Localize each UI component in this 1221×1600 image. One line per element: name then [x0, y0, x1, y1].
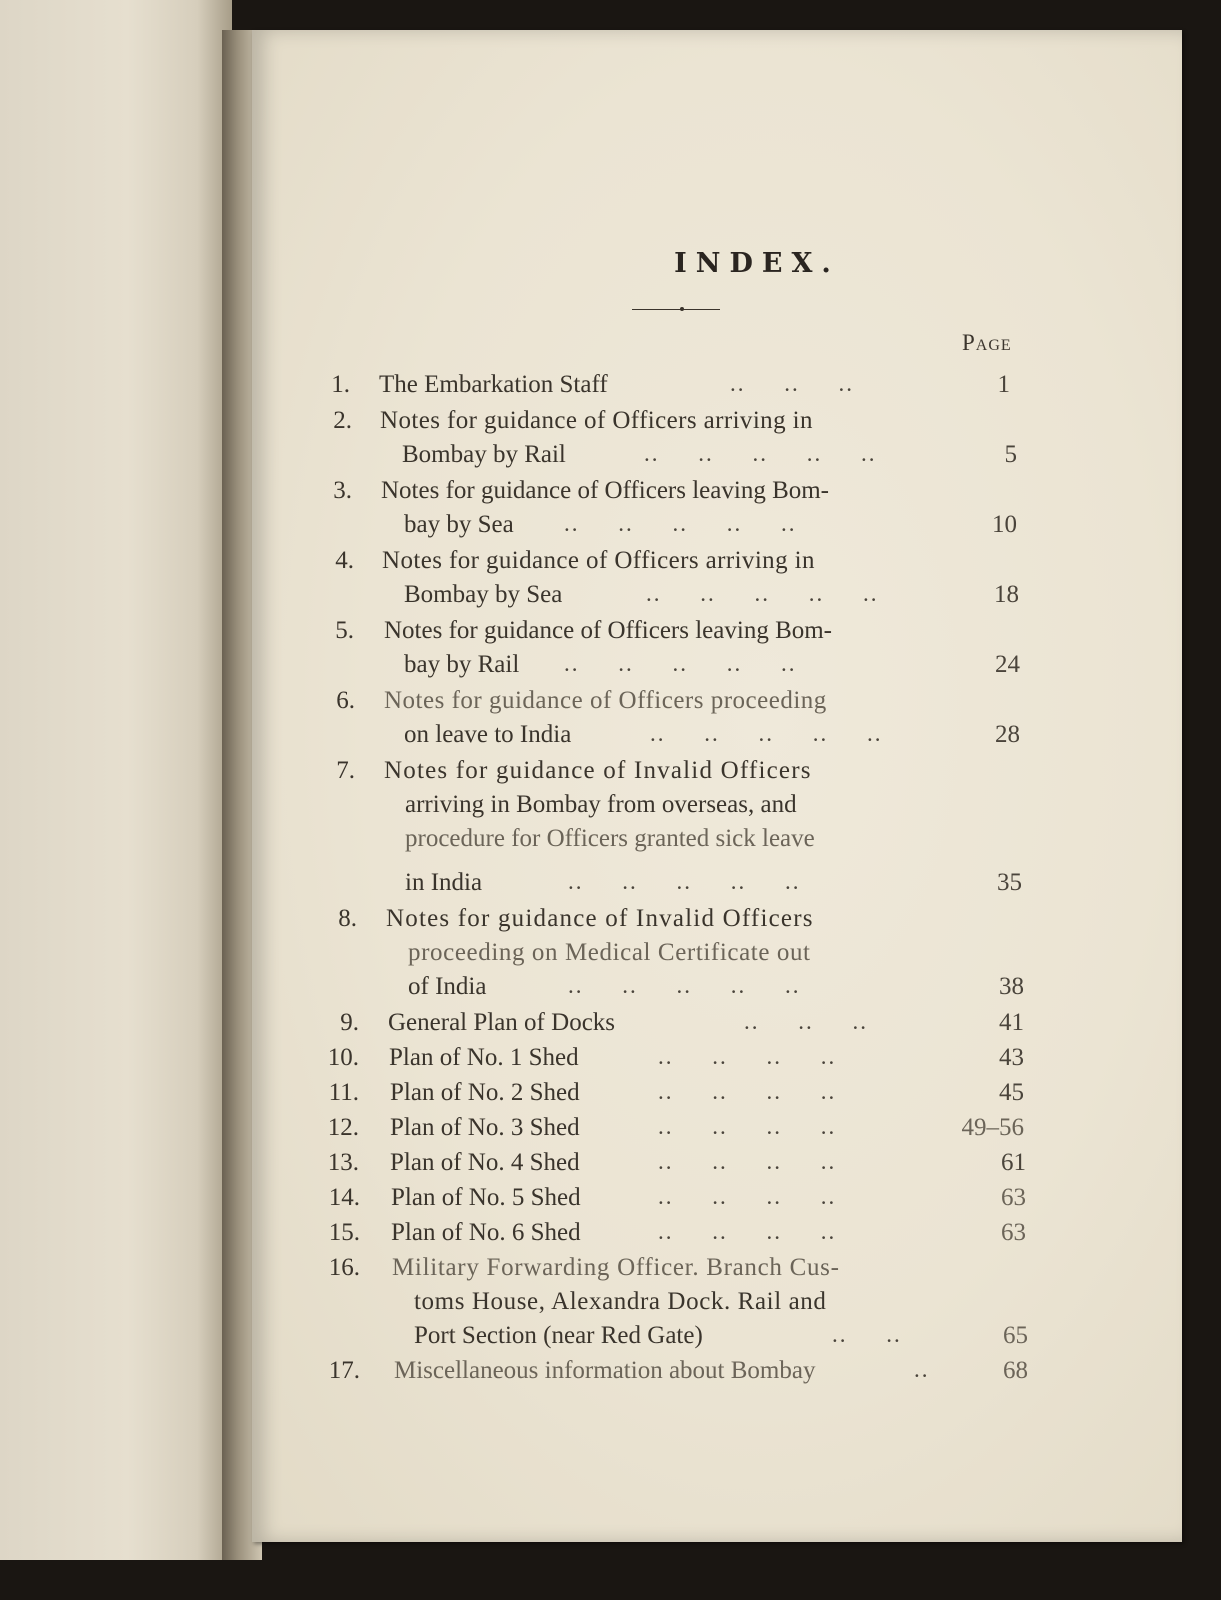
- entry-line: Plan of No. 5 Shed: [391, 1184, 581, 1211]
- entry-line: Plan of No. 4 Shed: [390, 1149, 580, 1176]
- entry-page: 35: [997, 869, 1022, 896]
- entry-page: 5: [1004, 441, 1017, 468]
- dot-leader: .. .. .. .. ..: [564, 511, 797, 536]
- entry-number: 3.: [333, 477, 352, 504]
- dot-leader: .. .. .. .. ..: [650, 721, 883, 746]
- entry-number: 10.: [327, 1044, 359, 1071]
- entry-page: 38: [999, 973, 1024, 1000]
- page-column-label: Page: [962, 330, 1012, 355]
- dot-leader: .. .. .. .. ..: [646, 581, 879, 606]
- entry-line: The Embarkation Staff: [379, 371, 608, 398]
- entry-number: 15.: [328, 1219, 360, 1246]
- entry-page: 43: [999, 1044, 1024, 1071]
- title-rule: [632, 309, 720, 310]
- entry-line: Notes for guidance of Officers proceeding: [384, 687, 827, 714]
- entry-line: on leave to India: [404, 721, 572, 748]
- entry-line: in India: [405, 869, 483, 896]
- entry-line: Plan of No. 1 Shed: [389, 1044, 579, 1071]
- entry-line: Plan of No. 6 Shed: [391, 1219, 581, 1246]
- entry-page: 61: [1001, 1149, 1026, 1176]
- entry-page: 18: [994, 581, 1019, 608]
- entry-page: 41: [999, 1009, 1024, 1036]
- entry-line: Military Forwarding Officer. Branch Cus-: [392, 1254, 840, 1281]
- entry-page: 63: [1001, 1184, 1026, 1211]
- entry-number: 16.: [328, 1254, 360, 1281]
- entry-line: toms House, Alexandra Dock. Rail and: [414, 1288, 827, 1315]
- entry-number: 17.: [328, 1357, 360, 1384]
- facing-page: [0, 0, 232, 1560]
- entry-page: 10: [992, 511, 1017, 538]
- entry-line: Port Section (near Red Gate): [414, 1322, 703, 1349]
- entry-number: 6.: [336, 687, 355, 714]
- dot-leader: .. .. ..: [730, 371, 854, 396]
- entry-line: bay by Sea: [404, 511, 514, 538]
- entry-line: Notes for guidance of Officers leaving Bom-: [381, 477, 830, 504]
- title-rule-ornament: [680, 307, 684, 311]
- entry-line: Plan of No. 3 Shed: [390, 1114, 580, 1141]
- dot-leader: .. .. .. ..: [658, 1219, 837, 1244]
- entry-page: 49–56: [961, 1114, 1024, 1141]
- entry-line: Notes for guidance of Officers arriving in: [380, 407, 813, 434]
- entry-line: bay by Rail: [404, 651, 520, 678]
- dot-leader: .. .. .. .. ..: [568, 973, 801, 998]
- entry-line: Plan of No. 2 Shed: [390, 1079, 580, 1106]
- entry-number: 14.: [328, 1184, 360, 1211]
- entry-number: 4.: [335, 547, 354, 574]
- entry-number: 1.: [331, 371, 350, 398]
- entry-number: 7.: [336, 757, 355, 784]
- entry-page: 63: [1001, 1219, 1026, 1246]
- entry-page: 68: [1003, 1357, 1028, 1384]
- entry-line: Notes for guidance of Invalid Officers: [384, 757, 812, 784]
- entry-line: Notes for guidance of Invalid Officers: [386, 905, 814, 932]
- entry-line: Notes for guidance of Officers leaving Bom-: [384, 617, 833, 644]
- entry-line: Miscellaneous information about Bombay: [394, 1357, 816, 1384]
- entry-page: 24: [995, 651, 1020, 678]
- dot-leader: ..: [914, 1357, 930, 1382]
- dot-leader: .. .. .. .. ..: [564, 651, 797, 676]
- dot-leader: .. .. .. ..: [658, 1114, 837, 1139]
- entry-line: Bombay by Rail: [402, 441, 566, 468]
- entry-number: 9.: [340, 1009, 359, 1036]
- entry-line: of India: [408, 973, 487, 1000]
- entry-line: Bombay by Sea: [404, 581, 563, 608]
- entry-number: 8.: [338, 905, 357, 932]
- entry-page: 45: [999, 1079, 1024, 1106]
- dot-leader: .. ..: [832, 1322, 902, 1347]
- entry-number: 11.: [328, 1079, 359, 1106]
- entry-number: 2.: [333, 407, 352, 434]
- entry-number: 5.: [335, 617, 354, 644]
- entry-line: procedure for Officers granted sick leave: [405, 825, 815, 852]
- dot-leader: .. .. ..: [744, 1009, 868, 1034]
- dot-leader: .. .. .. ..: [658, 1184, 837, 1209]
- entry-line: Notes for guidance of Officers arriving in: [382, 547, 815, 574]
- index-page: [252, 30, 1182, 1542]
- entry-number: 13.: [327, 1149, 359, 1176]
- entry-page: 1: [997, 371, 1010, 398]
- entry-line: General Plan of Docks: [388, 1009, 616, 1036]
- entry-line: proceeding on Medical Certificate out: [408, 939, 811, 966]
- entry-page: 28: [995, 721, 1020, 748]
- page-title: INDEX.: [674, 248, 840, 279]
- entry-page: 65: [1003, 1322, 1028, 1349]
- dot-leader: .. .. .. ..: [658, 1149, 837, 1174]
- dot-leader: .. .. .. .. ..: [644, 441, 877, 466]
- entry-number: 12.: [327, 1114, 359, 1141]
- dot-leader: .. .. .. .. ..: [568, 869, 801, 894]
- dot-leader: .. .. .. ..: [658, 1044, 837, 1069]
- dot-leader: .. .. .. ..: [658, 1079, 837, 1104]
- entry-line: arriving in Bombay from overseas, and: [405, 791, 797, 818]
